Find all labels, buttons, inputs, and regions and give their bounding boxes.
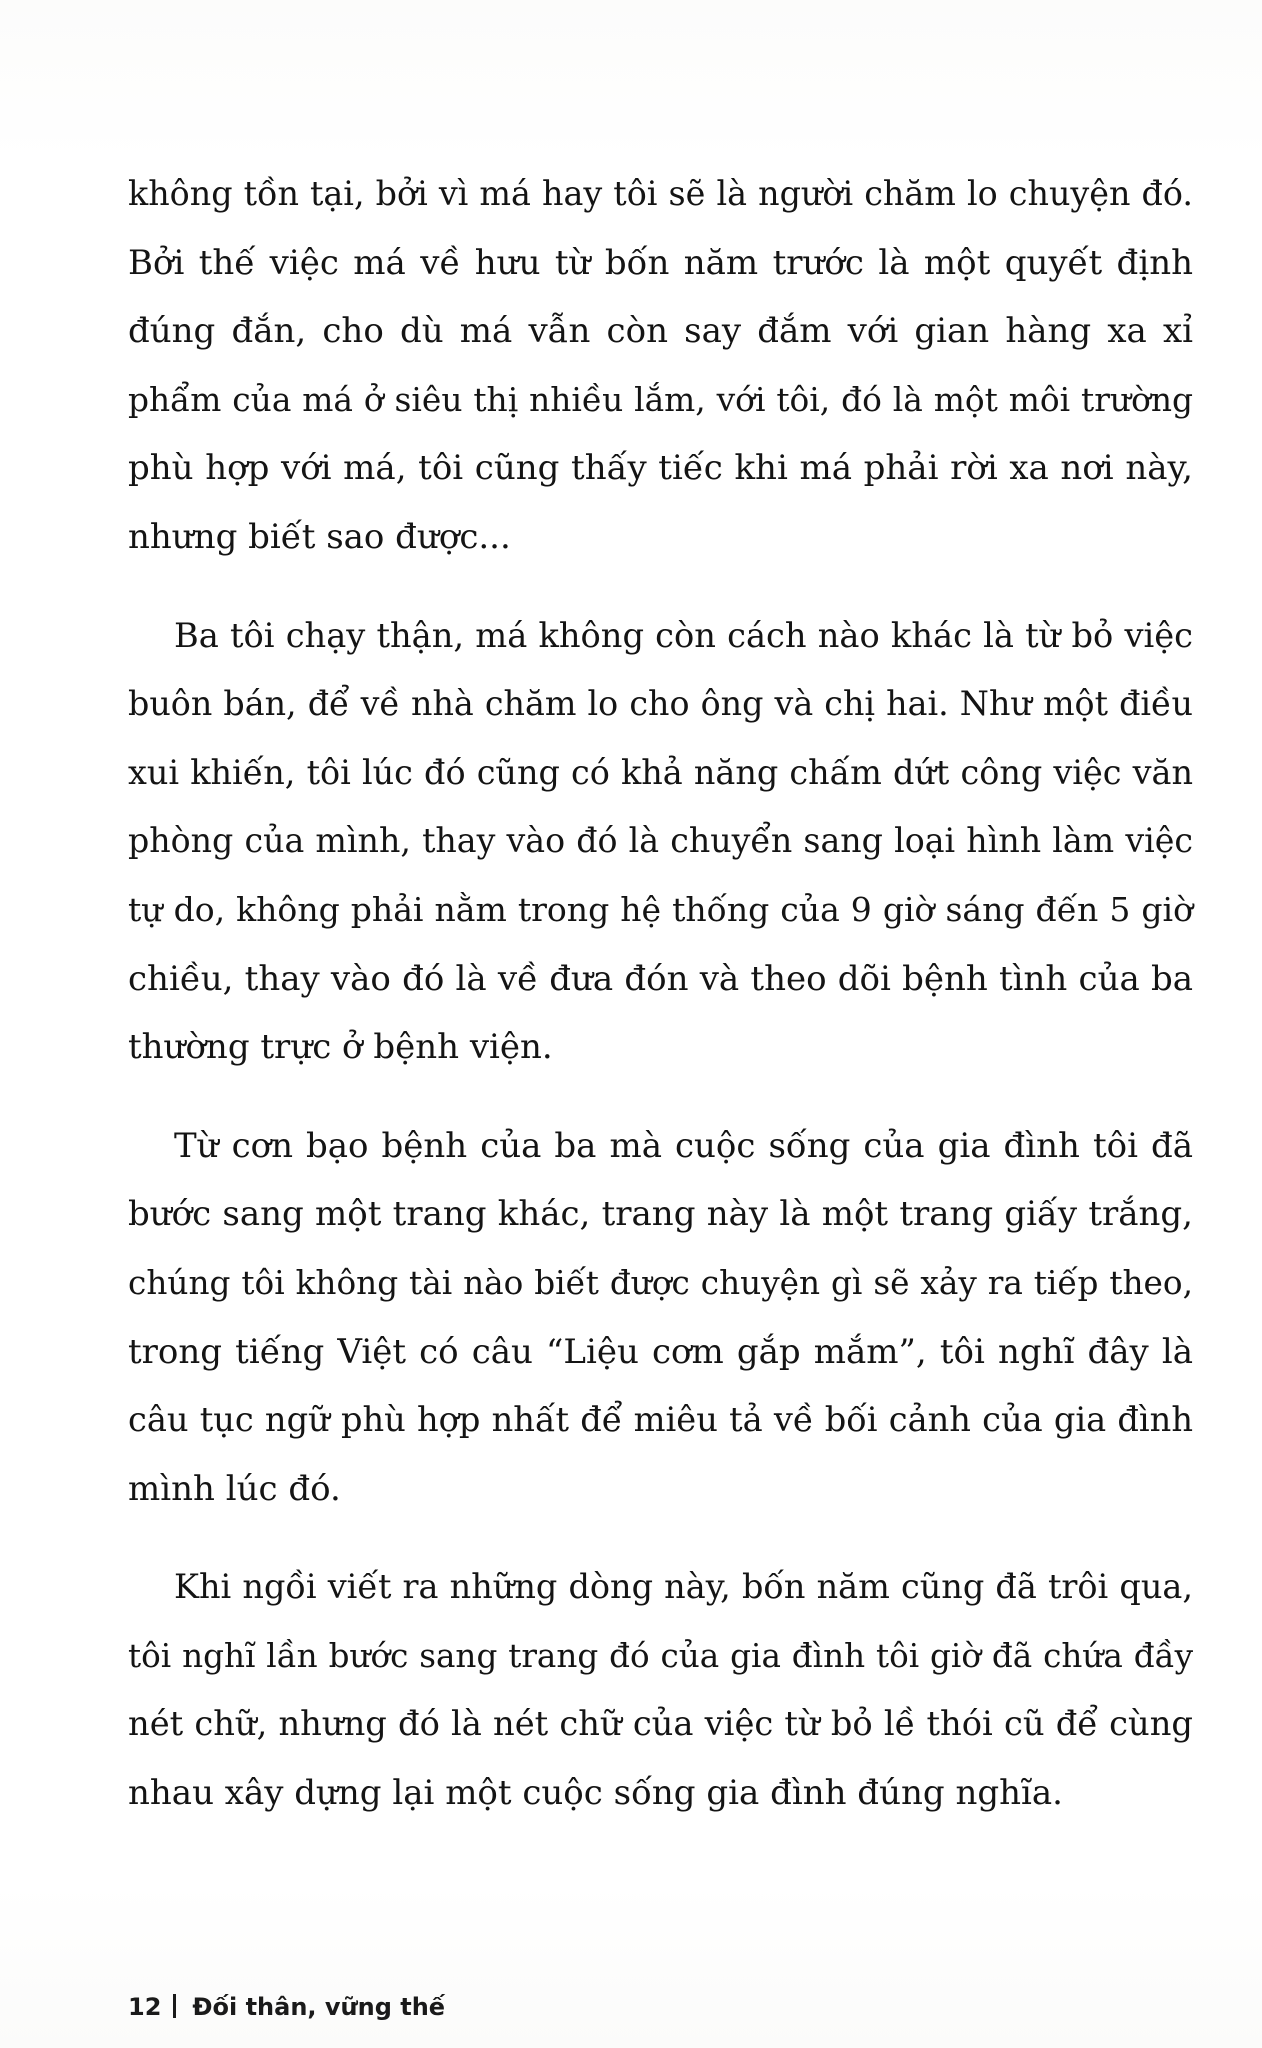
text-line: thường trực ở bệnh viện. — [128, 1027, 553, 1068]
body-text — [128, 160, 1193, 1828]
text-line: phù hợp với má, tôi cũng thấy tiếc khi má phải rời xa nơi này, — [128, 448, 1193, 489]
paragraph-2 — [128, 602, 1193, 1082]
text-line: mình lúc đó. — [128, 1468, 341, 1509]
text-line: câu tục ngữ phù hợp nhất để miêu tả về bối cảnh của gia đình — [128, 1400, 1193, 1440]
footer-divider — [173, 1994, 176, 2018]
text-line: phòng của mình, thay vào đó là chuyển sang loại hình làm việc — [128, 821, 1193, 861]
text-line: tôi nghĩ lần bước sang trang đó của gia đình tôi giờ đã chứa đầy — [128, 1636, 1193, 1675]
paragraph-4 — [128, 1553, 1193, 1827]
text-line: Từ cơn bạo bệnh của ba mà cuộc sống của gia đình tôi đã — [174, 1125, 1193, 1166]
text-line: nét chữ, nhưng đó là nét chữ của việc từ bỏ lề thói cũ để cùng — [128, 1704, 1193, 1744]
text-line: chúng tôi không tài nào biết được chuyện gì sẽ xảy ra tiếp theo, — [128, 1263, 1193, 1302]
paragraph-1 — [128, 160, 1193, 572]
text-line: nhau xây dựng lại một cuộc sống gia đình đúng nghĩa. — [128, 1773, 1063, 1814]
text-line: không tồn tại, bởi vì má hay tôi sẽ là người chăm lo chuyện đó. — [128, 174, 1193, 213]
text-line: Khi ngồi viết ra những dòng này, bốn năm cũng đã trôi qua, — [174, 1567, 1193, 1607]
text-line: chiều, thay vào đó là về đưa đón và theo dõi bệnh tình của ba — [128, 958, 1193, 999]
page-number: 12 — [128, 1993, 162, 2021]
text-line: Ba tôi chạy thận, má không còn cách nào khác là từ bỏ việc — [174, 615, 1193, 655]
book-title: Đối thân, vững thế — [192, 1993, 446, 2021]
text-line: trong tiếng Việt có câu “Liệu cơm gắp mắm”, tôi nghĩ đây là — [128, 1331, 1193, 1372]
text-line: buôn bán, để về nhà chăm lo cho ông và chị hai. Như một điều — [128, 684, 1193, 724]
text-line: Bởi thế việc má về hưu từ bốn năm trước là một quyết định — [128, 242, 1193, 283]
text-line: tự do, không phải nằm trong hệ thống của 9 giờ sáng đến 5 giờ — [128, 889, 1193, 929]
text-line: xui khiến, tôi lúc đó cũng có khả năng chấm dứt công việc văn — [128, 752, 1193, 792]
text-line: phẩm của má ở siêu thị nhiều lắm, với tôi, đó là một môi trường — [128, 380, 1193, 419]
paragraph-3 — [128, 1112, 1193, 1524]
text-line: nhưng biết sao được... — [128, 516, 511, 557]
page-footer — [128, 1993, 445, 2021]
text-line: bước sang một trang khác, trang này là một trang giấy trắng, — [128, 1194, 1193, 1235]
text-line: đúng đắn, cho dù má vẫn còn say đắm với gian hàng xa xỉ — [128, 311, 1193, 352]
